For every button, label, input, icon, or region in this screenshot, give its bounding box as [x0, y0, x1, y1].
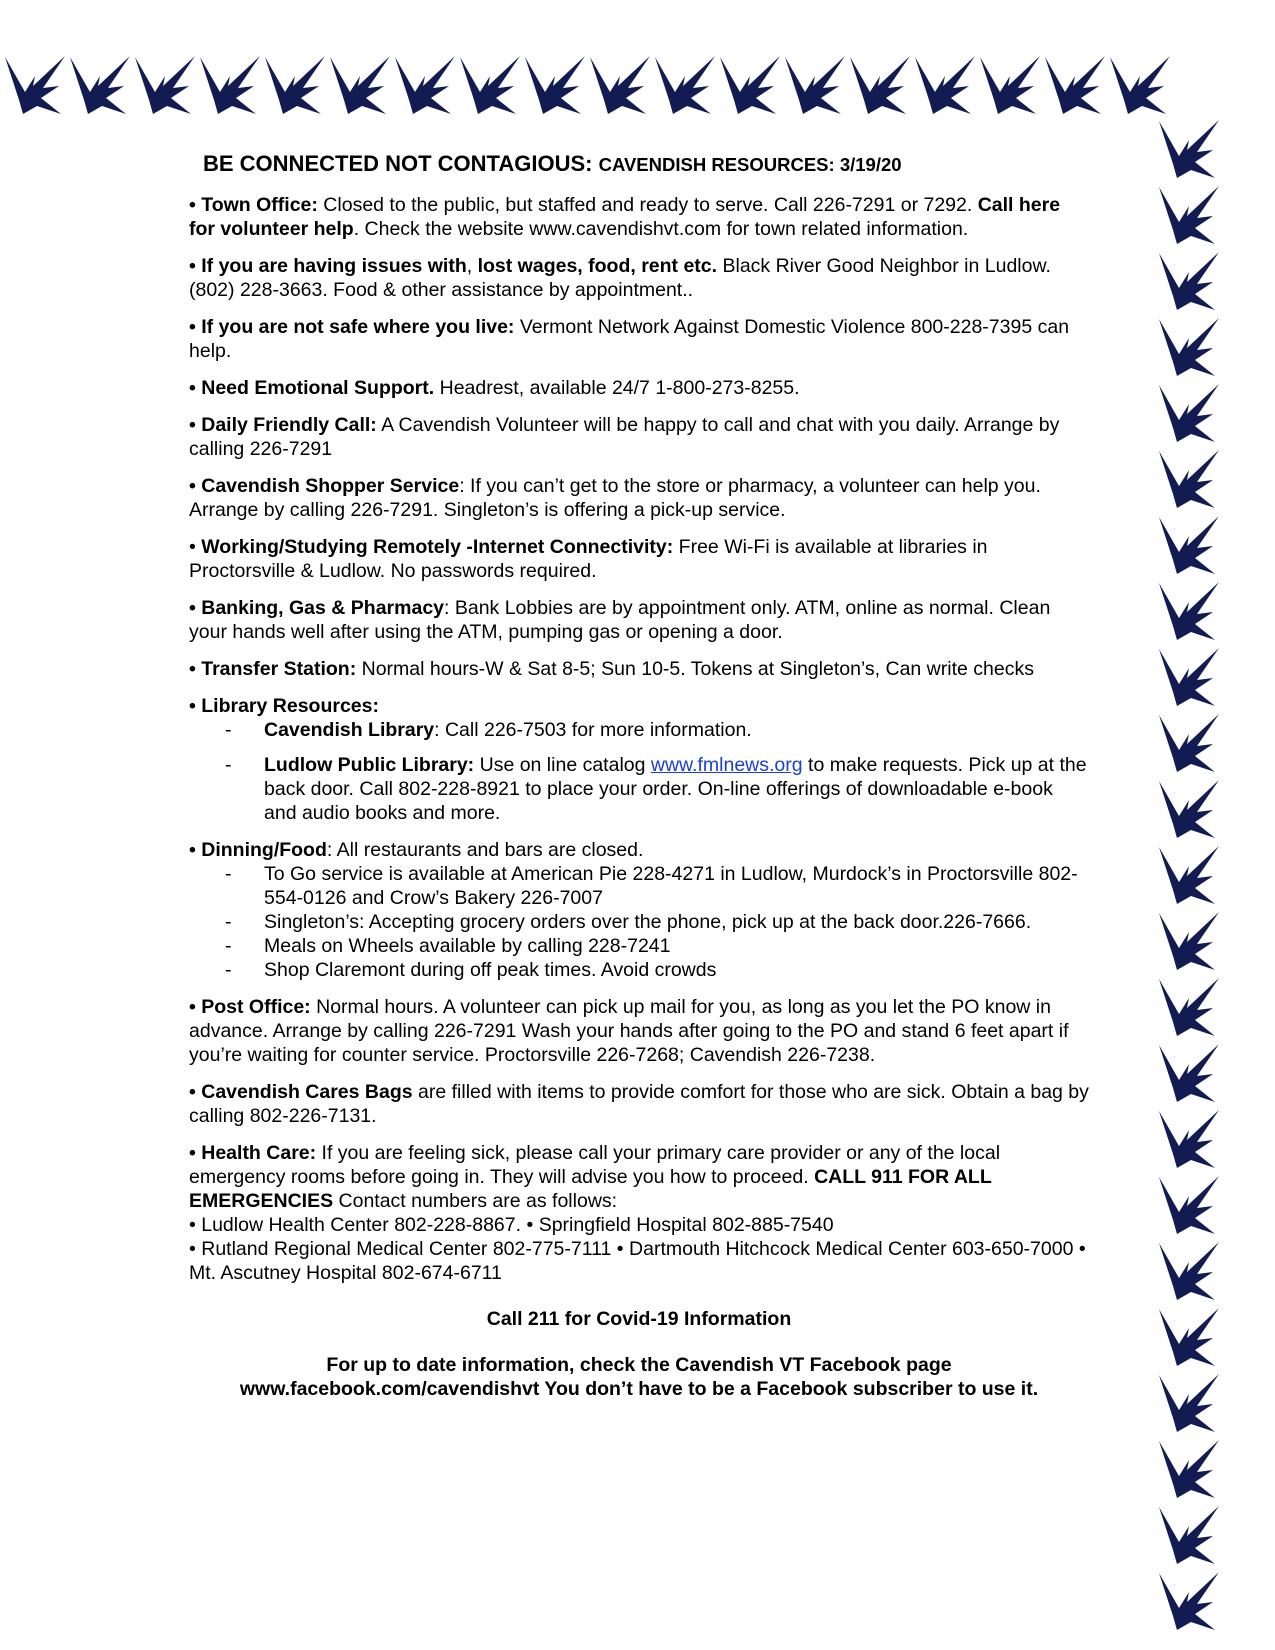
swallow-bird-icon [67, 52, 133, 116]
swallow-bird-icon [1107, 52, 1173, 116]
swallow-bird-icon [1156, 1040, 1222, 1104]
town-office-item: • Town Office: Closed to the public, but staffed and ready to serve. Call 226-7291 or 7292. Call here for volunteer help. Check the website www.cavendishvt.com for town related information. [189, 194, 1061, 240]
swallow-bird-icon [1156, 1106, 1222, 1170]
swallow-bird-icon [1156, 314, 1222, 378]
call-911-text: CALL 911 FOR ALL EMERGENCIES [189, 1166, 992, 1212]
swallow-bird-icon [197, 52, 263, 116]
swallow-bird-icon [847, 52, 913, 116]
swallow-bird-icon [1156, 1370, 1222, 1434]
friendly-call-item: • Daily Friendly Call: A Cavendish Volunteer will be happy to call and chat with you daily. Arrange by calling 226-7291 [189, 414, 1060, 460]
shopper-service-item: • Cavendish Shopper Service: If you can’t get to the store or pharmacy, a volunteer can help you. Arrange by calling 226-7291. Singleton’s is offering a pick-up service. [189, 475, 1041, 521]
swallow-bird-icon [1156, 1304, 1222, 1368]
call-211-text: Call 211 for Covid-19 Information [486, 1308, 792, 1330]
health-contacts-line-1: • Ludlow Health Center 802-228-8867. • Springfield Hospital 802-885-7540 [189, 1214, 834, 1236]
transfer-station-item: • Transfer Station: Normal hours-W & Sat 8-5; Sun 10-5. Tokens at Singleton’s, Can write checks [189, 658, 1034, 680]
swallow-bird-icon [1156, 512, 1222, 576]
library-list [189, 718, 1089, 825]
swallow-bird-icon [1156, 578, 1222, 642]
swallow-bird-icon [1156, 1568, 1222, 1632]
list-item: - To Go service is available at American Pie 228-4271 in Ludlow, Murdock’s in Proctorsville 802-554-0126 and Crow’s Bakery 226-7007 [189, 862, 1089, 910]
swallow-bird-icon [457, 52, 523, 116]
title-main: BE CONNECTED NOT CONTAGIOUS: [203, 151, 593, 176]
dining-list [189, 862, 1089, 982]
post-office-item: • Post Office: Normal hours. A volunteer can pick up mail for you, as long as you let the PO know in advance. Arrange by calling 226-7291 Wash your hands after going to the PO and stand 6 feet apart if you’re waiting for counter service. Proctorsville 226-7268; Cavendish 226-7238. [189, 996, 1069, 1066]
list-item: - Singleton’s: Accepting grocery orders over the phone, pick up at the back door.226-7666. [189, 910, 1089, 934]
swallow-bird-icon [1156, 1172, 1222, 1236]
swallow-bird-icon [1156, 644, 1222, 708]
swallow-bird-icon [1156, 974, 1222, 1038]
list-item: - Meals on Wheels available by calling 228-7241 [189, 934, 1089, 958]
list-item: - Cavendish Library: Call 226-7503 for more information. [189, 718, 1089, 742]
swallow-bird-icon [1156, 1502, 1222, 1566]
swallow-bird-icon [522, 52, 588, 116]
swallow-bird-icon [132, 52, 198, 116]
swallow-bird-icon [912, 52, 978, 116]
swallow-bird-icon [1042, 52, 1108, 116]
swallow-bird-icon [652, 52, 718, 116]
swallow-bird-icon [782, 52, 848, 116]
swallow-bird-icon [1156, 842, 1222, 906]
issues-item: • If you are having issues with, lost wages, food, rent etc. Black River Good Neighbor in Ludlow. (802) 228-3663. Food & other assistance by appointment.. [189, 255, 1051, 301]
list-item: - Ludlow Public Library: Use on line catalog www.fmlnews.org to make requests. Pick up at the back door. Call 802-228-8921 to place your order. On-line offerings of downloadable e-book and audio books and more. [189, 753, 1089, 825]
swallow-bird-icon [977, 52, 1043, 116]
swallow-bird-icon [1156, 380, 1222, 444]
swallow-bird-icon [327, 52, 393, 116]
health-contacts-line-2: • Rutland Regional Medical Center 802-775-7111 • Dartmouth Hitchcock Medical Center 603-650-7000 • Mt. Ascutney Hospital 802-674-6711 [189, 1238, 1086, 1284]
swallow-bird-icon [392, 52, 458, 116]
facebook-info: For up to date information, check the Cavendish VT Facebook page www.facebook.com/cavendishvt You don’t have to be a Facebook subscriber to use it. [239, 1354, 1039, 1400]
internet-item: • Working/Studying Remotely -Internet Connectivity: Free Wi-Fi is available at libraries in Proctorsville & Ludlow. No passwords required. [189, 536, 988, 582]
swallow-bird-icon [262, 52, 328, 116]
swallow-bird-icon [1156, 248, 1222, 312]
swallow-bird-icon [1156, 116, 1222, 180]
title-subtitle: CAVENDISH RESOURCES: 3/19/20 [598, 154, 902, 175]
swallow-bird-icon [2, 52, 68, 116]
swallow-bird-icon [587, 52, 653, 116]
swallow-bird-icon [1156, 776, 1222, 840]
banking-item: • Banking, Gas & Pharmacy: Bank Lobbies are by appointment only. ATM, online as normal. Clean your hands well after using the ATM, pumping gas or opening a door. [189, 597, 1051, 643]
swallow-bird-icon [1156, 446, 1222, 510]
page-title [203, 152, 1089, 177]
swallow-bird-icon [1156, 1238, 1222, 1302]
emotional-support-item: • Need Emotional Support. Headrest, available 24/7 1-800-273-8255. [189, 377, 800, 399]
swallow-bird-icon [1156, 182, 1222, 246]
swallow-bird-icon [1156, 1436, 1222, 1500]
not-safe-item: • If you are not safe where you live: Vermont Network Against Domestic Violence 800-228-7395 can help. [189, 316, 1070, 362]
swallow-bird-icon [717, 52, 783, 116]
library-item: • Library Resources: - Cavendish Library: Call 226-7503 for more information. - Ludlow Public Library: Use on line catalog www.fmlnews.org to make requests. Pick up at the back door. Call 802-228-8921 to place your order. On-line offerings of downloadable e-book and audio books and more. [189, 694, 1089, 825]
dining-item: • Dinning/Food: All restaurants and bars are closed. - To Go service is available at American Pie 228-4271 in Ludlow, Murdock’s in Proctorsville 802-554-0126 and Crow’s Bakery 226-7007 - Singleton’s: Accepting grocery orders over the phone, pick up at the back door.226-7666. - Meals on Wheels available by calling 228-7241 - Shop Claremont during off peak times. Avoid crowds [189, 838, 1089, 982]
cares-bags-item: • Cavendish Cares Bags are filled with items to provide comfort for those who are sick. Obtain a bag by calling 802-226-7131. [189, 1081, 1089, 1127]
town-office-label: Town Office: [201, 194, 318, 216]
volunteer-help-text: Call here for volunteer help [189, 194, 1061, 240]
list-item: - Shop Claremont during off peak times. Avoid crowds [189, 958, 1089, 982]
fmlnews-link[interactable]: www.fmlnews.org [650, 754, 803, 776]
health-care-item: • Health Care: If you are feeling sick, please call your primary care provider or any of the local emergency rooms before going in. They will advise you how to proceed. CALL 911 FOR ALL EMERGENCIES Contact numbers are as follows: • Ludlow Health Center 802-228-8867. • Springfield Hospital 802-885-7540 • Rutland Regional Medical Center 802-775-7111 • Dartmouth Hitchcock Medical Center 603-650-7000 • Mt. Ascutney Hospital 802-674-6711 [189, 1142, 1086, 1284]
swallow-bird-icon [1156, 908, 1222, 972]
main-content [189, 152, 1089, 1401]
swallow-bird-icon [1156, 710, 1222, 774]
